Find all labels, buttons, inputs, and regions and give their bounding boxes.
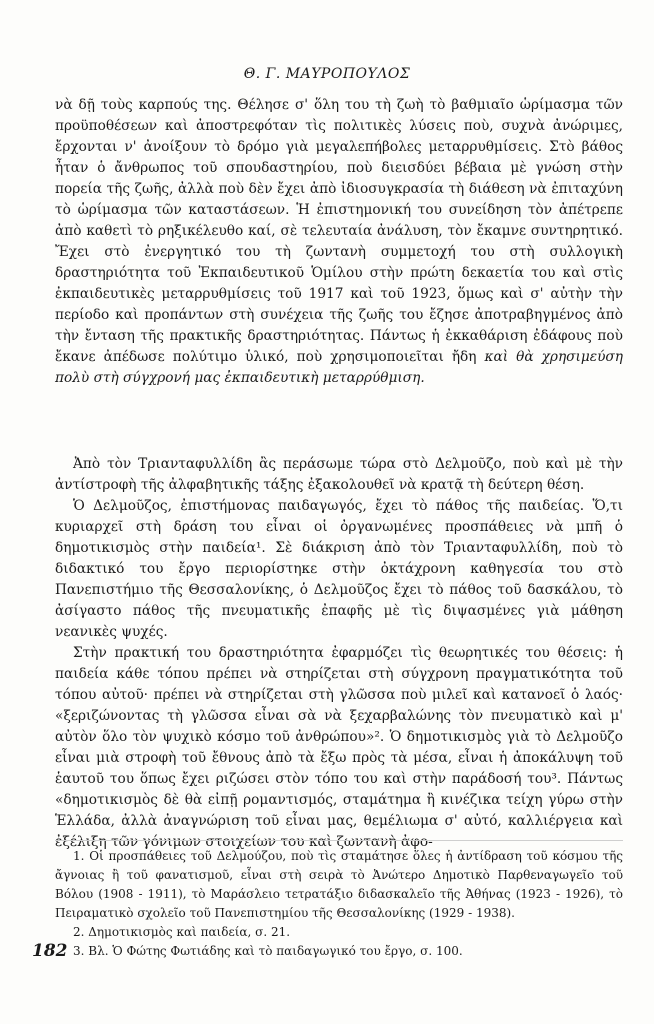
paragraph-delmouzos-intro: Ἀπὸ τὸν Τριανταφυλλίδη ἂς περάσωμε τώρα στὸ Δελμοῦζο, ποὺ καὶ μὲ τὴν ἀντίστροφὴ τῆς ἀλφαβητικῆς τάξης ἐξακολουθεῖ νὰ κρατᾷ τὴ δεύτερη θέση. xyxy=(55,456,623,493)
footnotes xyxy=(55,847,623,961)
paragraph-main-text: νὰ δῇ τοὺς καρπούς της. Θέλησε σ' ὅλη του τὴ ζωὴ τὸ βαθμιαῖο ὡρίμασμα τῶν προϋποθέσεων καὶ ἀποστρεφόταν τὶς πολιτικὲς λύσεις ποὺ, συχνὰ ἀνώριμες, ἔρχονται ν' ἀνοίξουν τὸ δρόμο γιὰ μεγαλεπήβολες μεταρρυθμίσεις. Στὸ βάθος ἦταν ὁ ἄνθρωπος τοῦ σπουδαστηρίου, ποὺ διεισδύει βέβαια μὲ γνώση στὴν πορεία τῆς ζωῆς, ἀλλὰ ποὺ δὲν ἔχει ἀπὸ ἰδιοσυγκρασία τὴ διάθεση νὰ ἐπιταχύνη τὸ ὡρίμασμα τῶν καταστάσεων. Ἡ ἐπιστημονική του συνείδηση τὸν ἀπέτρεπε ἀπὸ καθετὶ τὸ ρηξικέλευθο καί, σὲ τελευταία ἀνάλυση, τὸν ἔκαμνε συντηρητικό. Ἔχει στὸ ἐνεργητικό του τὴ ζωντανὴ συμμετοχή του στὴ συλλογικὴ δραστηριότητα τοῦ Ἐκπαιδευτικοῦ Ὁμίλου στὴν πρώτη δεκαετία του καὶ στὶς ἐκπαιδευτικὲς μεταρρυθμίσεις τοῦ 1917 καὶ τοῦ 1923, ὅμως καὶ σ' αὐτὴν τὴν περίοδο καὶ προπάντων στὴ συνέχεια τῆς ζωῆς του ἔζησε ἀποτραβηγμένος ἀπὸ τὴν ἔνταση τῆς πρακτικῆς δραστηριότητας. Πάντως ἡ ἐκκαθάριση ἐδάφους ποὺ ἔκανε ἀπέδωσε πολύτιμο ὑλικό, ποὺ χρησιμοποιεῖται ἤδη xyxy=(55,97,623,365)
footnote-divider xyxy=(55,840,623,841)
footnote-1: 1. Οἱ προσπάθειες τοῦ Δελμούζου, ποὺ τὶς σταμάτησε ὅλες ἡ ἀντίδραση τοῦ κόσμου τῆς ἄγνοιας ἢ τοῦ φανατισμοῦ, εἶναι στὴ σειρὰ τὸ Ἀνώτερο Δημοτικὸ Παρθεναγωγεῖο τοῦ Βόλου (1908 - 1911), τὸ Μαράσλειο τετρατάξιο διδασκαλεῖο τῆς Ἀθήνας (1923 - 1926), τὸ Πειραματικὸ σχολεῖο τοῦ Πανεπιστημίου τῆς Θεσσαλονίκης (1929 - 1938). xyxy=(55,849,623,920)
paragraph-emphasis-text: καὶ θὰ χρησιμεύση πολὺ στὴ σύγχρονή μας ἐκπαιδευτικὴ μεταρρύθμιση. xyxy=(55,349,623,386)
running-head: Θ. Γ. ΜΑΥΡΟΠΟΥΛΟΣ xyxy=(243,66,411,82)
paragraph-text xyxy=(55,95,623,389)
page-number: 182 xyxy=(32,941,68,961)
paragraph-delmouzos-passion: Ὁ Δελμοῦζος, ἐπιστήμονας παιδαγωγός, ἔχει τὸ πάθος τῆς παιδείας. Ὅ,τι κυριαρχεῖ στὴ δράση του εἶναι οἱ ὀργανωμένες προσπάθειες νὰ μπῆ ὁ δημοτικισμὸς στὴν παιδεία¹. Σὲ διάκριση ἀπὸ τὸν Τριανταφυλλίδη, ποὺ τὸ διδακτικό του ἔργο περιορίστηκε στὴν ὀκτάχρονη καθηγεσία του στὸ Πανεπιστήμιο τῆς Θεσσαλονίκης, ὁ Δελμοῦζος ἔχει τὸ πάθος τοῦ δασκάλου, τὸ ἀσίγαστο πάθος τῆς πνευματικῆς ἐπαφῆς μὲ τὶς διψασμένες γιὰ μάθηση νεανικὲς ψυχές. xyxy=(55,498,623,640)
footnote-2: 2. Δημοτικισμὸς καὶ παιδεία, σ. 21. xyxy=(73,925,291,939)
footnote-3: 3. Βλ. Ὁ Φώτης Φωτιάδης καὶ τὸ παιδαγωγικό του ἔργο, σ. 100. xyxy=(73,944,463,958)
paragraph-delmouzos-practice: Στὴν πρακτική του δραστηριότητα ἐφαρμόζει τὶς θεωρητικές του θέσεις: ἡ παιδεία κάθε τόπου πρέπει νὰ στηρίζεται στὴ σύγχρονη πραγματικότητα τοῦ τόπου αὐτοῦ· πρέπει νὰ στηρίζεται στὴ γλῶσσα ποὺ μιλεῖ καὶ κατανοεῖ ὁ λαός· «ξεριζώνοντας τὴ γλῶσσα εἶναι σὰ νὰ ξεχαρβαλώνης τὸν πνευματικὸ καὶ μ' αὐτὸν ὅλο τὸν ψυχικὸ κόσμο τοῦ ἀνθρώπου»². Ὁ δημοτικισμὸς γιὰ τὸ Δελμοῦζο εἶναι μιὰ στροφὴ τοῦ ἔθνους ἀπὸ τὰ ἔξω πρὸς τὰ μέσα, εἶναι ἡ ἀποκάλυψη τοῦ ἑαυτοῦ του ὅπως ἔχει ριζώσει στὸν τόπο του καὶ στὴν παράδοσή του³. Πάντως «δημοτικισμὸς δὲ θὰ εἰπῇ ρομαντισμός, σταμάτημα ἢ κινέζικα τείχη γύρω στὴν Ἑλλάδα, ἀλλὰ ἀναγνώριση τοῦ εἶναι μας, θεμέλιωμα σ' αὐτό, καλλιέργεια καὶ ἐξέλιξη τῶν γόνιμων στοιχείων του καὶ ζωντανὴ ἀφο- xyxy=(55,645,623,850)
main-text-section xyxy=(55,454,623,853)
paragraph-continuation xyxy=(55,95,623,389)
